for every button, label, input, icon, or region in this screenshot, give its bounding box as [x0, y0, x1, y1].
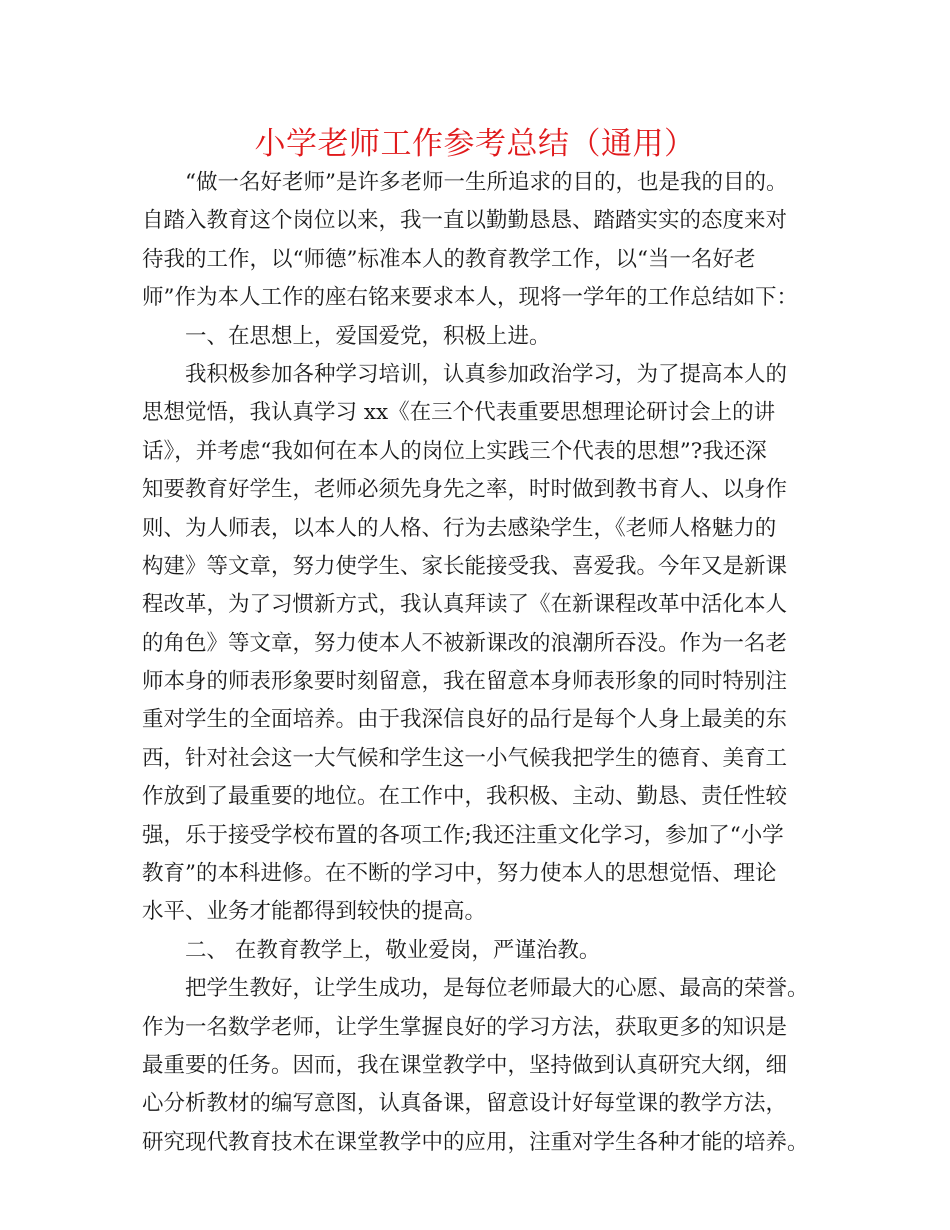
text-line: 师本身的师表形象要时刻留意，我在留意本身师表形象的同时特别注 [142, 669, 788, 695]
text-line: 待我的工作，以“师德”标准本人的教育教学工作，以“当一名好老 [142, 246, 756, 272]
text-line: 思想觉悟，我认真学习 xx《在三个代表重要思想理论研讨会上的讲 [142, 400, 776, 426]
text-line: 重对学生的全面培养。由于我深信良好的品行是每个人身上最美的东 [142, 707, 788, 733]
text-line: 话》，并考虑“我如何在本人的岗位上实践三个代表的思想”?我还深 [142, 438, 767, 464]
text-line: 师”作为本人工作的座右铭来要求本人，现将一学年的工作总结如下： [142, 285, 798, 311]
text-line: 教育”的本科进修。在不断的学习中，努力使本人的思想觉悟、理论 [142, 861, 777, 887]
text-line: 的角色》等文章，努力使本人不被新课改的浪潮所吞没。作为一名老 [142, 630, 788, 656]
text-line: 最重要的任务。因而，我在课堂教学中，坚持做到认真研究大纲，细 [142, 1052, 788, 1078]
text-line: 程改革，为了习惯新方式，我认真拜读了《在新课程改革中活化本人 [142, 592, 788, 618]
text-line: 作放到了最重要的地位。在工作中，我积极、主动、勤恳、责任性较 [142, 784, 788, 810]
text-line: “做一名好老师”是许多老师一生所追求的目的，也是我的目的。 [185, 170, 788, 195]
text-line: 知要教育好学生，老师必须先身先之率，时时做到教书育人、以身作 [142, 477, 788, 503]
document-body [142, 164, 830, 1162]
text-line: 构建》等文章，努力使学生、家长能接受我、喜爱我。今年又是新课 [142, 553, 788, 579]
text-line: 西，针对社会这一大气候和学生这一小气候我把学生的德育、美育工 [142, 745, 788, 771]
text-line: 研究现代教育技术在课堂教学中的应用，注重对学生各种才能的培养。 [142, 1129, 809, 1155]
text-line: 二、 在教育教学上，敬业爱岗，严谨治教。 [185, 937, 601, 963]
text-line: 自踏入教育这个岗位以来，我一直以勤勤恳恳、踏踏实实的态度来对 [142, 208, 788, 234]
document-title: 小学老师工作参考总结（通用） [254, 126, 696, 162]
text-line: 把学生教好，让学生成功，是每位老师最大的心愿、最高的荣誉。 [185, 976, 809, 1002]
text-line: 作为一名数学老师，让学生掌握良好的学习方法，获取更多的知识是 [142, 1014, 788, 1040]
text-line: 心分析教材的编写意图，认真备课，留意设计好每堂课的教学方法， [142, 1091, 788, 1117]
text-line: 一、在思想上，爱国爱党，积极上进。 [185, 323, 551, 349]
text-line: 水平、业务才能都得到较快的提高。 [142, 899, 487, 925]
text-line: 强，乐于接受学校布置的各项工作;我还注重文化学习，参加了“小学 [142, 822, 784, 848]
text-line: 则、为人师表，以本人的人格、行为去感染学生，《老师人格魅力的 [142, 515, 777, 541]
text-line: 我积极参加各种学习培训，认真参加政治学习，为了提高本人的 [185, 361, 788, 387]
